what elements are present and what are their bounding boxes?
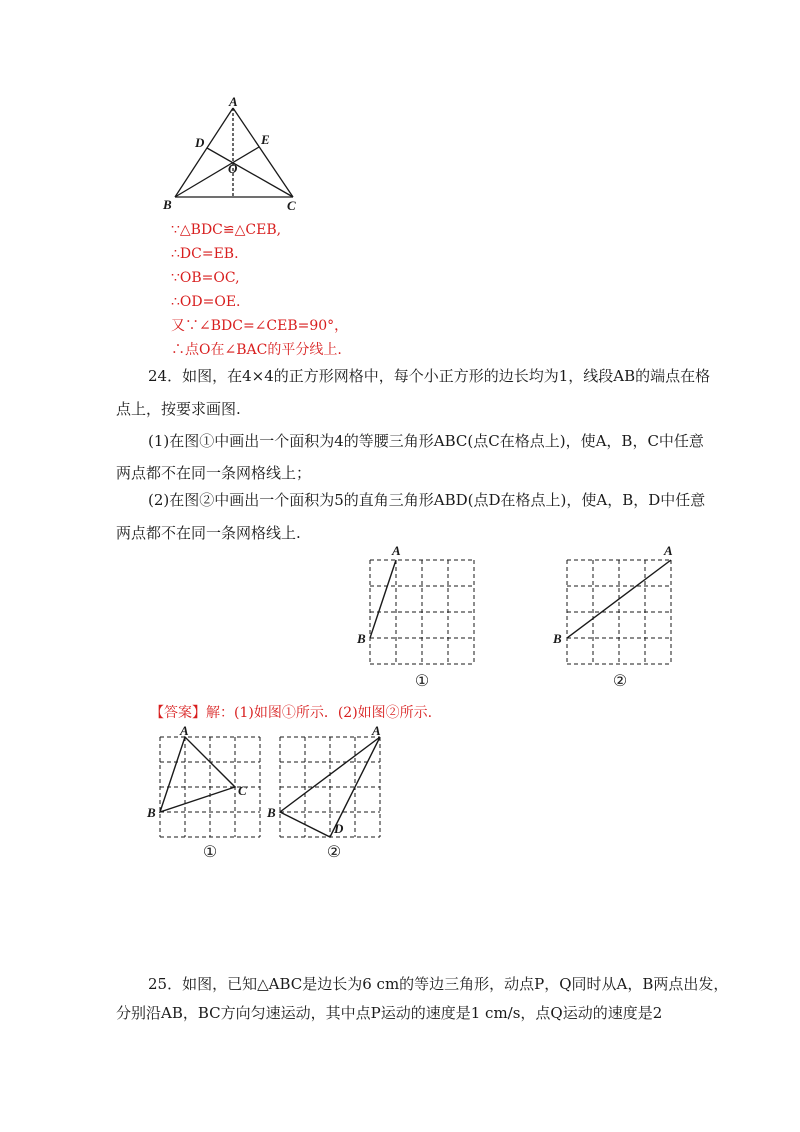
segment-be: [175, 147, 259, 197]
grid2-label-b: B: [553, 631, 562, 646]
label-d: D: [195, 135, 205, 150]
proof-line-4: ∴OD=OE.: [171, 294, 241, 310]
problem24-part2-line1: (2)在图②中画出一个面积为5的直角三角形ABD(点D在格点上)，使A，B，D中任意: [148, 491, 706, 509]
answer-figures: [140, 720, 400, 860]
problem24-part1-line1: (1)在图①中画出一个面积为4的等腰三角形ABC(点C在格点上)，使A，B，C中任意: [148, 432, 704, 450]
grid-2: [567, 560, 671, 664]
answer-caption-fig2: ②: [326, 842, 342, 860]
proof-line-3: ∵OB=OC,: [171, 270, 240, 286]
label-a: A: [229, 94, 238, 109]
segment-ac: [233, 108, 293, 197]
ans2-label-d: D: [334, 821, 344, 836]
answer-text: 解：(1)如图①所示．(2)如图②所示.: [206, 705, 433, 721]
segment-cd: [207, 148, 293, 197]
answer-tag: 【答案】: [150, 705, 206, 721]
problem25-line2: 分别沿AB，BC方向匀速运动，其中点P运动的速度是1 cm/s，点Q运动的速度是2: [116, 1004, 663, 1022]
problem24-stem-line1: 24．如图，在4×4的正方形网格中，每个小正方形的边长均为1，线段AB的端点在格: [148, 367, 711, 385]
problem24-part2-line2: 两点都不在同一条网格线上.: [116, 524, 301, 542]
caption-fig2: ②: [612, 671, 628, 690]
answer-grid-2: [280, 737, 380, 837]
segment-ab-fig1: [370, 560, 396, 638]
triangle-figure: [160, 92, 310, 214]
label-b: B: [163, 197, 172, 212]
proof-line-1: ∵△BDC≌△CEB,: [171, 222, 282, 238]
answer-caption-fig1: ①: [202, 842, 218, 860]
label-e: E: [261, 132, 270, 147]
caption-fig1: ①: [414, 671, 430, 690]
grid-1: [370, 560, 474, 664]
label-c: C: [287, 198, 296, 213]
ans2-label-b: B: [267, 805, 276, 820]
grid1-label-b: B: [357, 631, 366, 646]
segment-ab: [175, 108, 233, 197]
proof-line-2: ∴DC=EB.: [171, 246, 239, 262]
proof-line-6: ∴点O在∠BAC的平分线上.: [171, 342, 342, 358]
ans1-label-b: B: [147, 805, 156, 820]
grid2-label-a: A: [664, 543, 673, 558]
ans1-label-c: C: [238, 783, 247, 798]
answer-line: [150, 706, 432, 720]
ans2-label-a: A: [372, 723, 381, 738]
proof-line-5: 又∵∠BDC=∠CEB=90°，: [171, 318, 349, 334]
ans1-label-a: A: [180, 723, 189, 738]
problem25-line1: 25．如图，已知△ABC是边长为6 cm的等边三角形，动点P，Q同时从A，B两点出发，: [148, 975, 729, 993]
problem24-part1-line2: 两点都不在同一条网格线上；: [116, 464, 312, 482]
label-o: O: [228, 161, 238, 176]
problem24-stem-line2: 点上，按要求画图.: [116, 400, 241, 418]
problem24-question-figures: [350, 540, 690, 690]
triangle-abc: [160, 737, 235, 812]
grid1-label-a: A: [392, 543, 401, 558]
